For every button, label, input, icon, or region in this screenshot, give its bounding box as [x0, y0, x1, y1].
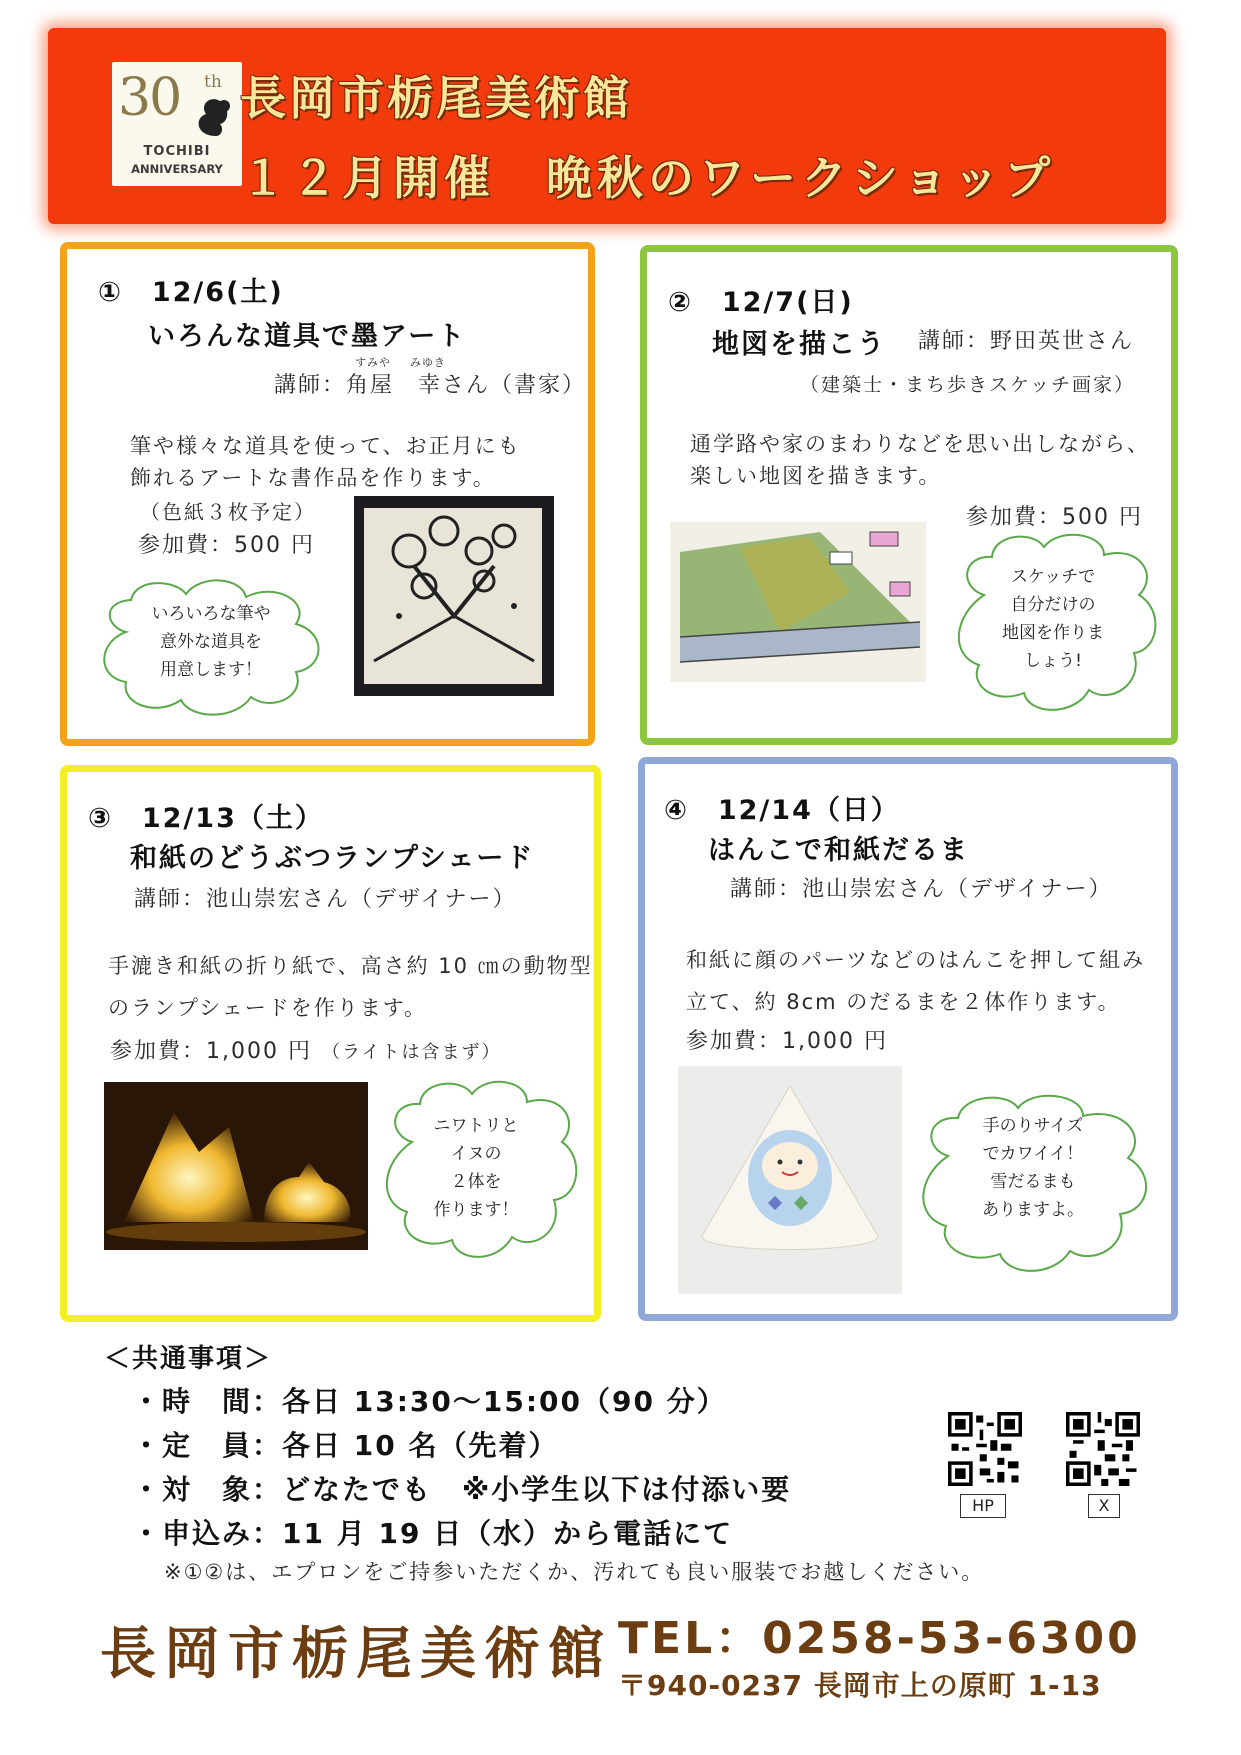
- workshop-4-desc-2: 立て、約 8cm のだるまを２体作ります。: [686, 990, 1121, 1014]
- speech-bubble-1: [86, 572, 336, 722]
- qr-code-hp[interactable]: [948, 1412, 1022, 1486]
- map-drawing-photo: [670, 522, 926, 682]
- bubble-4-line-4: ありますよ。: [982, 1200, 1084, 1220]
- bubble-4-line-3: 雪だるまも: [990, 1172, 1076, 1192]
- bubble-3-line-4: 作ります！: [433, 1200, 519, 1220]
- lampshade-photo: [104, 1082, 368, 1250]
- workshop-3-instructor: 講師：池山崇宏さん（デザイナー）: [134, 887, 517, 912]
- common-target: ・対 象：どなたでも ※小学生以下は付添い要: [132, 1473, 792, 1506]
- common-heading: ＜共通事項＞: [104, 1344, 273, 1374]
- anniversary-logo: [112, 62, 242, 186]
- qr-label-x: X: [1088, 1494, 1120, 1518]
- header-title: 長岡市栃尾美術館: [240, 71, 632, 125]
- common-time: ・時 間：各日 13:30～15:00（90 分）: [132, 1385, 727, 1418]
- workshop-3-fee: 参加費：1,000 円: [110, 1039, 312, 1064]
- logo-suffix: th: [204, 72, 222, 92]
- workshop-1-date: ① 12/6(土): [98, 277, 284, 308]
- qr-code-x[interactable]: [1066, 1412, 1140, 1486]
- bubble-2-line-3: 地図を作りま: [1002, 623, 1104, 643]
- workshop-2-title: 地図を描こう: [712, 329, 886, 360]
- workshop-4-date: ④ 12/14（日）: [664, 795, 900, 826]
- workshop-3-fee-note: （ライトは含まず）: [322, 1042, 502, 1063]
- logo-line2: ANNIVERSARY: [131, 162, 223, 176]
- sumi-art-photo: [354, 496, 554, 696]
- bubble-4-line-2: でカワイイ！: [982, 1144, 1084, 1164]
- bubble-2-line-4: しょう!: [1024, 651, 1082, 671]
- workshop-1-desc-3: （色紙３枚予定）: [140, 500, 316, 524]
- speech-bubble-3: [372, 1072, 580, 1268]
- workshop-3-title: 和紙のどうぶつランプシェード: [130, 843, 535, 874]
- logo-line1: TOCHIBI: [143, 144, 211, 159]
- workshop-1-title: いろんな道具で墨アート: [148, 321, 467, 352]
- workshop-2-instructor: 講師：野田英世さん: [918, 329, 1135, 354]
- bubble-3-line-3: ２体を: [450, 1172, 502, 1192]
- header-subtitle: １２月開催 晩秋のワークショップ: [240, 151, 1056, 205]
- footer-address: 〒940-0237 長岡市上の原町 1-13: [618, 1669, 1102, 1702]
- bubble-1-line-1: いろいろな筆や: [151, 604, 271, 624]
- speech-bubble-2: [944, 525, 1162, 721]
- qr-label-hp: HP: [960, 1494, 1006, 1518]
- bubble-3-line-2: イヌの: [450, 1144, 502, 1164]
- footer-museum-name: 長岡市栃尾美術館: [100, 1622, 612, 1687]
- workshop-1-instructor: 講師：角屋 幸さん（書家）: [274, 373, 587, 398]
- workshop-2-desc-2: 楽しい地図を描きます。: [690, 464, 942, 488]
- workshop-3-date: ③ 12/13（土）: [88, 803, 324, 834]
- workshop-4-title: はんこで和紙だるま: [708, 835, 969, 866]
- workshop-1-fee: 参加費：500 円: [138, 533, 315, 558]
- workshop-2-date: ② 12/7(日): [668, 287, 854, 318]
- logo-number: 30: [118, 68, 181, 128]
- workshop-1-desc-2: 飾れるアートな書作品を作ります。: [130, 466, 496, 490]
- bubble-2-line-1: スケッチで: [1010, 567, 1096, 587]
- workshop-4-instructor: 講師：池山崇宏さん（デザイナー）: [730, 877, 1113, 902]
- bubble-4-line-1: 手のりサイズ: [982, 1116, 1084, 1136]
- workshop-3-desc-2: のランプシェードを作ります。: [108, 996, 428, 1020]
- common-capacity: ・定 員：各日 10 名（先着）: [132, 1429, 559, 1462]
- workshop-4-desc-1: 和紙に顔のパーツなどのはんこを押して組み: [686, 948, 1146, 972]
- workshop-4-fee: 参加費：1,000 円: [686, 1029, 888, 1054]
- bubble-1-line-3: 用意します！: [160, 660, 262, 680]
- workshop-2-desc-1: 通学路や家のまわりなどを思い出しながら、: [690, 432, 1150, 456]
- ruby-miyuki: みゆき: [410, 356, 446, 369]
- squirrel-icon: [186, 92, 236, 140]
- speech-bubble-4: [908, 1086, 1158, 1282]
- workshop-1-desc-1: 筆や様々な道具を使って、お正月にも: [130, 434, 521, 458]
- common-application: ・申込み：11 月 19 日（水）から電話にて: [132, 1517, 734, 1550]
- bubble-1-line-2: 意外な道具を: [160, 632, 262, 652]
- bubble-3-line-1: ニワトリと: [433, 1116, 519, 1136]
- daruma-photo: [678, 1066, 902, 1294]
- common-note: ※①②は、エプロンをご持参いただくか、汚れても良い服装でお越しください。: [164, 1560, 985, 1584]
- workshop-2-fee: 参加費：500 円: [966, 505, 1143, 530]
- ruby-sumiya: すみや: [355, 356, 391, 369]
- footer-telephone[interactable]: TEL：0258-53-6300: [618, 1613, 1141, 1664]
- workshop-2-instructor-note: （建築士・まち歩きスケッチ画家）: [800, 374, 1136, 396]
- bubble-2-line-2: 自分だけの: [1010, 595, 1096, 615]
- workshop-3-desc-1: 手漉き和紙の折り紙で、高さ約 10 ㎝の動物型: [108, 954, 593, 978]
